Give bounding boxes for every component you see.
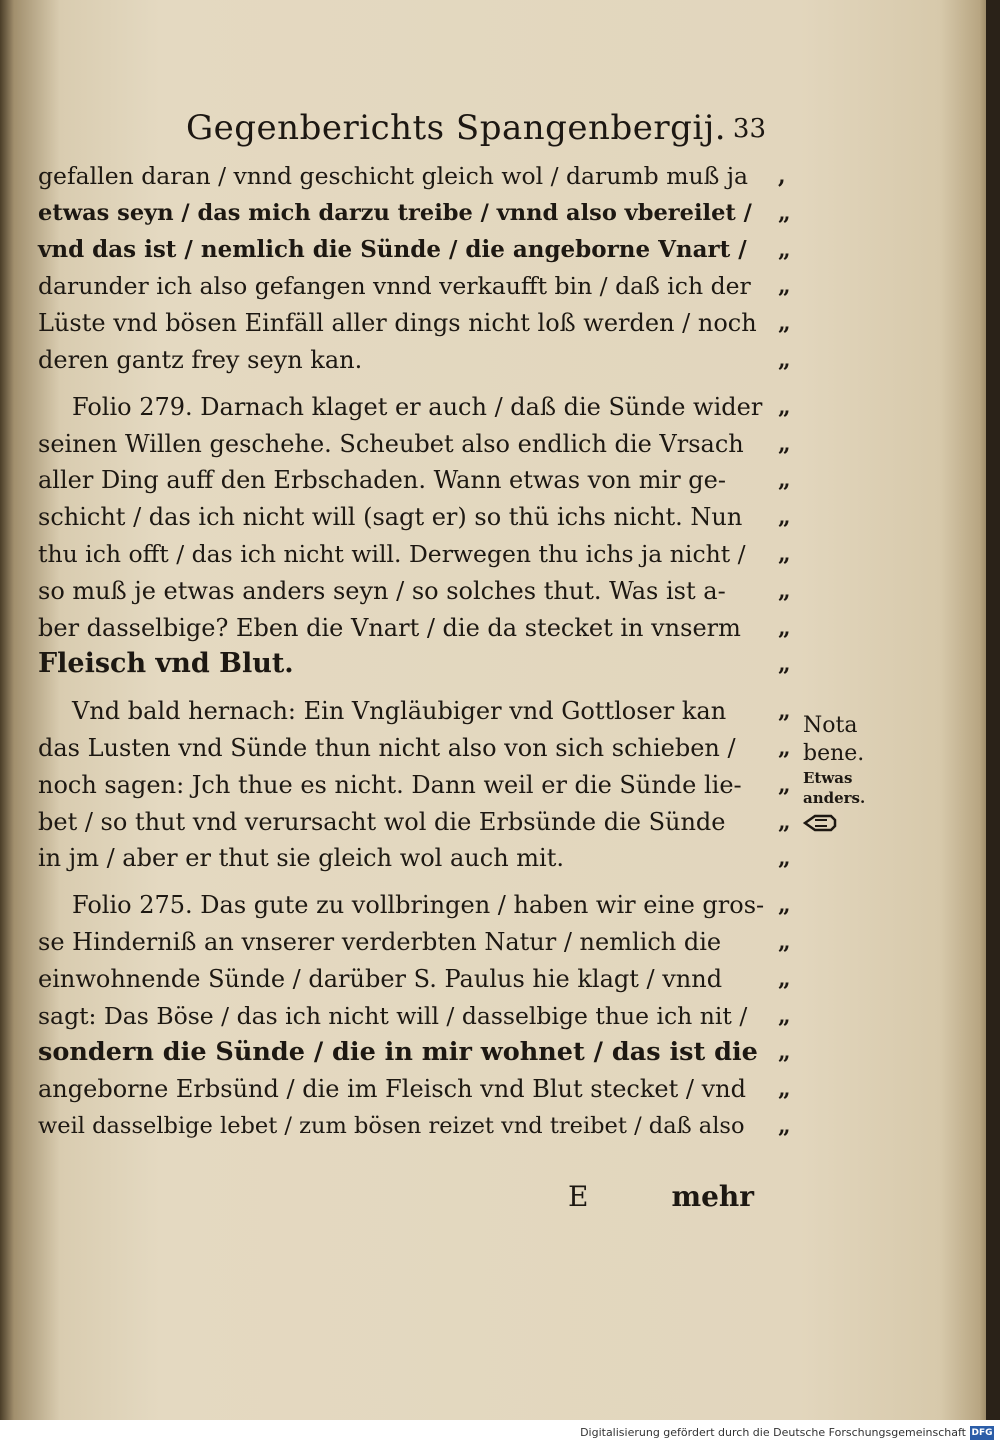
line-text: sagt: Das Böse / das ich nicht will / dasselbige thue ich nit / (38, 1001, 748, 1030)
quote-mark: „ (778, 310, 791, 337)
paragraph-gap (38, 877, 768, 887)
running-head: Gegenberichts Spangenbergij. (186, 108, 727, 148)
line-text: gefallen daran / vnnd geschicht gleich wol / darumb muß ja (38, 162, 749, 190)
text-line (38, 1108, 791, 1145)
text-line (38, 158, 786, 195)
text-line (38, 305, 791, 342)
quote-mark: „ (778, 430, 791, 457)
catchword-line (568, 1180, 768, 1224)
text-line (38, 268, 791, 305)
text-line (38, 998, 791, 1035)
text-line (38, 1071, 791, 1108)
quote-mark: „ (778, 346, 791, 373)
marginal-line: bene. (803, 741, 865, 766)
quote-mark: „ (778, 651, 791, 678)
signature-mark: E (568, 1180, 589, 1213)
quote-mark: „ (778, 467, 791, 494)
line-text: angeborne Erbsünd / die im Fleisch vnd Blut stecket / vnd (38, 1075, 746, 1104)
line-text: deren gantz frey seyn kan. (38, 345, 363, 374)
line-text: einwohnende Sünde / darüber S. Paulus hie klagt / vnnd (38, 964, 723, 993)
quote-mark: „ (778, 734, 791, 761)
footer-bar (0, 1420, 1000, 1447)
marginal-note (803, 712, 893, 838)
line-text: Folio 275. Das gute zu vollbringen / haben wir eine gros- (72, 891, 765, 920)
footer-credit: Digitalisierung gefördert durch die Deutsche Forschungsgemeinschaft (580, 1426, 966, 1439)
text-line (38, 536, 791, 573)
text-line (38, 767, 791, 804)
line-text: se Hinderniß an vnserer verderbten Natur / nemlich die (38, 927, 722, 956)
paragraph-gap (38, 379, 768, 389)
quote-mark: „ (778, 698, 791, 725)
text-line (38, 195, 791, 232)
line-text: das Lusten vnd Sünde thun nicht also von sich schieben / (38, 733, 736, 762)
quote-mark: „ (778, 928, 791, 955)
line-text: darunder ich also gefangen vnnd verkaufft bin / daß ich der (38, 272, 751, 301)
catchword: mehr (671, 1180, 754, 1213)
paragraph-gap (38, 683, 768, 693)
quote-mark: „ (778, 845, 791, 872)
quote-mark: „ (778, 1002, 791, 1029)
text-line (38, 426, 791, 463)
text-line (38, 573, 791, 610)
quote-mark: „ (778, 614, 791, 641)
line-text: sondern die Sünde / die in mir wohnet / das ist die (38, 1037, 758, 1068)
line-text: so muß je etwas anders seyn / so solches thut. Was ist a- (38, 576, 726, 605)
line-text: weil dasselbige lebet / zum bösen reizet vnd treibet / daß also (38, 1112, 745, 1139)
pointing-hand-icon (803, 812, 837, 834)
marginal-line: Etwas (803, 769, 853, 787)
text-line (38, 232, 791, 269)
line-text: ber dasselbige? Eben die Vnart / die da stecket in vnserm (38, 613, 741, 642)
line-text: schicht / das ich nicht will (sagt er) so thü ichs nicht. Nun (38, 503, 743, 532)
text-line (38, 646, 791, 683)
page-number: 33 (732, 114, 766, 144)
quote-mark: „ (778, 892, 791, 919)
line-text: Vnd bald hernach: Ein Vngläubiger vnd Gottloser kan (72, 697, 727, 726)
line-text: bet / so thut vnd verursacht wol die Erbsünde die Sünde (38, 807, 726, 836)
line-text: Lüste vnd bösen Einfäll aller dings nicht loß werden / noch (38, 309, 757, 338)
quote-mark: „ (778, 808, 791, 835)
page-header (186, 108, 766, 156)
quote-mark: „ (778, 1112, 791, 1139)
line-text: in jm / aber er thut sie gleich wol auch mit. (38, 844, 564, 873)
quote-mark: „ (778, 199, 791, 226)
text-line (38, 961, 791, 998)
quote-mark: „ (778, 393, 791, 420)
quote-mark: „ (778, 504, 791, 531)
quote-mark: „ (778, 540, 791, 567)
quote-mark: „ (778, 577, 791, 604)
quote-mark: „ (778, 771, 791, 798)
text-line (38, 610, 791, 647)
line-text: thu ich offt / das ich nicht will. Derwegen thu ichs ja nicht / (38, 539, 746, 568)
text-line (38, 887, 791, 924)
line-text: noch sagen: Jch thue es nicht. Dann weil er die Sünde lie- (38, 770, 742, 799)
line-text: Folio 279. Darnach klaget er auch / daß die Sünde wider (72, 392, 763, 421)
marginal-line: Nota (803, 713, 858, 738)
text-line (38, 730, 791, 767)
text-line (38, 389, 791, 426)
quote-mark: , (778, 163, 786, 189)
text-line (38, 804, 791, 841)
line-text: Fleisch vnd Blut. (38, 648, 294, 680)
line-text: etwas seyn / das mich darzu treibe / vnnd also vbereilet / (38, 199, 752, 226)
marginal-line: anders. (803, 789, 866, 807)
quote-mark: „ (778, 236, 791, 263)
quote-mark: „ (778, 1076, 791, 1103)
line-text: vnd das ist / nemlich die Sünde / die angeborne Vnart / (38, 235, 747, 263)
text-line (38, 342, 791, 379)
text-line (38, 1034, 791, 1071)
line-text: aller Ding auff den Erbschaden. Wann etwas von mir ge- (38, 466, 726, 495)
line-text: seinen Willen geschehe. Scheubet also endlich die Vrsach (38, 429, 744, 458)
quote-mark: „ (778, 965, 791, 992)
dfg-logo: DFG (971, 1428, 993, 1438)
text-line (38, 499, 791, 536)
quote-mark: „ (778, 273, 791, 300)
quote-mark: „ (778, 1039, 791, 1066)
text-line (38, 840, 791, 877)
text-body (38, 158, 791, 1145)
text-line (38, 693, 791, 730)
page-edge (986, 0, 1000, 1420)
text-line (38, 924, 791, 961)
text-line (38, 462, 791, 499)
